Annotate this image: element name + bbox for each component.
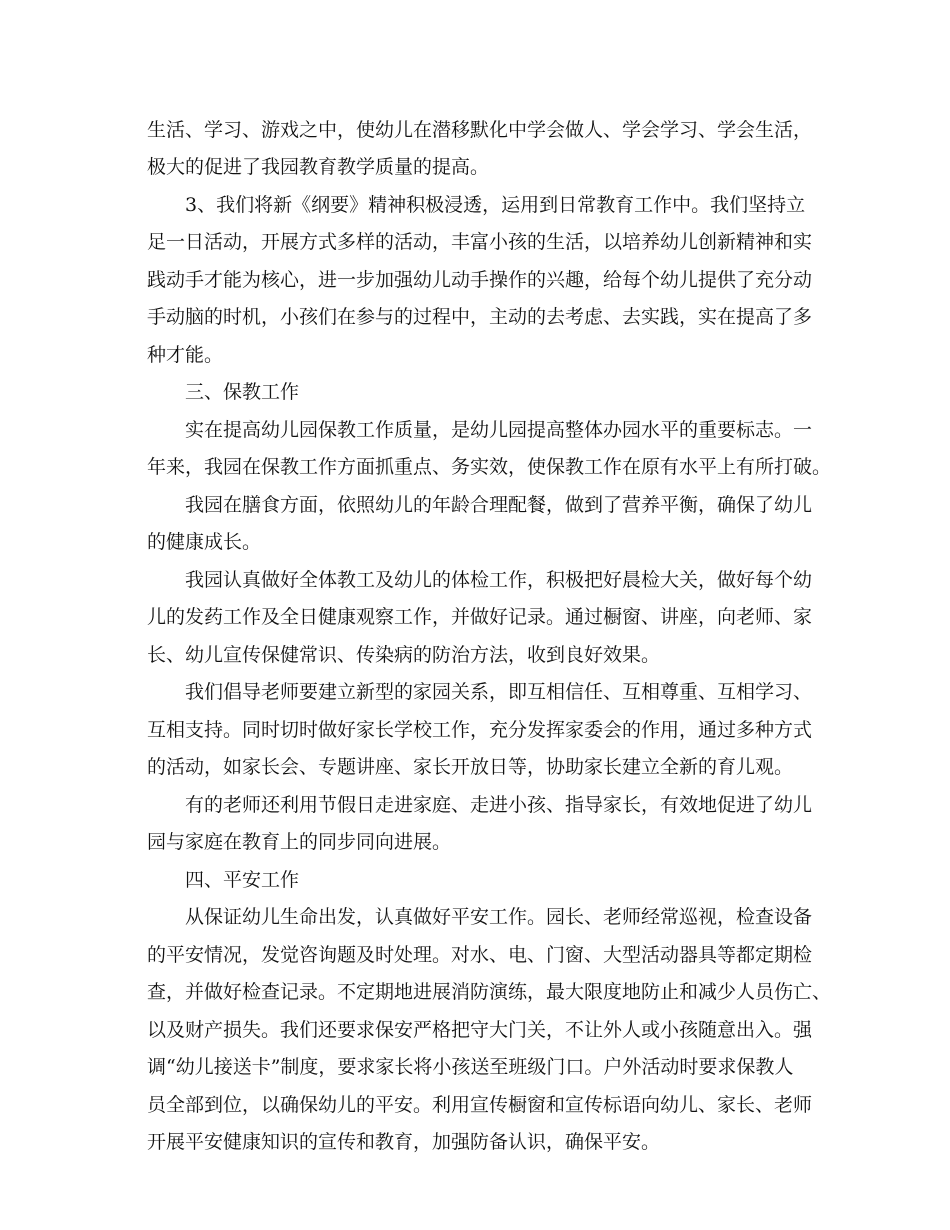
text-line: 我园认真做好全体教工及幼儿的体检工作，积极把好晨检大关，做好每个幼 <box>185 569 813 591</box>
text-line: 践动手才能为核心，进一步加强幼儿动手操作的兴趣，给每个幼儿提供了充分动 <box>147 269 813 291</box>
text-line: 3、我们将新《纲要》精神积极浸透，运用到日常教育工作中。我们坚持立 <box>185 194 806 216</box>
text-line: 互相支持。同时切时做好家长学校工作，充分发挥家委会的作用，通过多种方式 <box>147 719 813 741</box>
text-line: 足一日活动，开展方式多样的活动，丰富小孩的生活，以培养幼儿创新精神和实 <box>147 231 813 253</box>
text-line: 从保证幼儿生命出发，认真做好平安工作。园长、老师经常巡视，检查设备 <box>185 906 813 928</box>
text-line: 有的老师还利用节假日走进家庭、走进小孩、指导家长，有效地促进了幼儿 <box>185 794 813 816</box>
text-line: 员全部到位，以确保幼儿的平安。利用宣传橱窗和宣传标语向幼儿、家长、老师 <box>147 1094 813 1116</box>
text-line: 我园在膳食方面，依照幼儿的年龄合理配餐，做到了营养平衡，确保了幼儿 <box>185 494 813 516</box>
text-line: 开展平安健康知识的宣传和教育，加强防备认识，确保平安。 <box>147 1131 661 1153</box>
text-line: 年来，我园在保教工作方面抓重点、务实效，使保教工作在原有水平上有所打破。 <box>147 456 832 478</box>
text-line: 儿的发药工作及全日健康观察工作，并做好记录。通过橱窗、讲座，向老师、家 <box>147 606 813 628</box>
text-line: 手动脑的时机，小孩们在参与的过程中，主动的去考虑、去实践，实在提高了多 <box>147 306 813 328</box>
text-line: 以及财产损失。我们还要求保安严格把守大门关，不让外人或小孩随意出入。强 <box>147 1019 813 1041</box>
text-line: 查，并做好检查记录。不定期地进展消防演练，最大限度地防止和减少人员伤亡、 <box>147 981 832 1003</box>
text-line: 的平安情况，发觉咨询题及时处理。对水、电、门窗、大型活动器具等都定期检 <box>147 944 813 966</box>
text-line: 的健康成长。 <box>147 531 262 553</box>
text-line: 调“幼儿接送卡”制度，要求家长将小孩送至班级门口。户外活动时要求保教人 <box>147 1056 794 1078</box>
section-heading: 四、平安工作 <box>185 869 300 891</box>
text-line: 的活动，如家长会、专题讲座、家长开放日等，协助家长建立全新的育儿观。 <box>147 756 794 778</box>
text-line: 园与家庭在教育上的同步同向进展。 <box>147 831 452 853</box>
text-line: 实在提高幼儿园保教工作质量，是幼儿园提高整体办园水平的重要标志。一 <box>185 419 813 441</box>
section-heading: 三、保教工作 <box>185 381 300 403</box>
text-line: 长、幼儿宣传保健常识、传染病的防治方法，收到良好效果。 <box>147 644 661 666</box>
text-line: 生活、学习、游戏之中，使幼儿在潜移默化中学会做人、学会学习、学会生活， <box>147 119 813 141</box>
text-line: 种才能。 <box>147 344 224 366</box>
text-line: 极大的促进了我园教育教学质量的提高。 <box>147 156 490 178</box>
text-line: 我们倡导老师要建立新型的家园关系，即互相信任、互相尊重、互相学习、 <box>185 681 813 703</box>
